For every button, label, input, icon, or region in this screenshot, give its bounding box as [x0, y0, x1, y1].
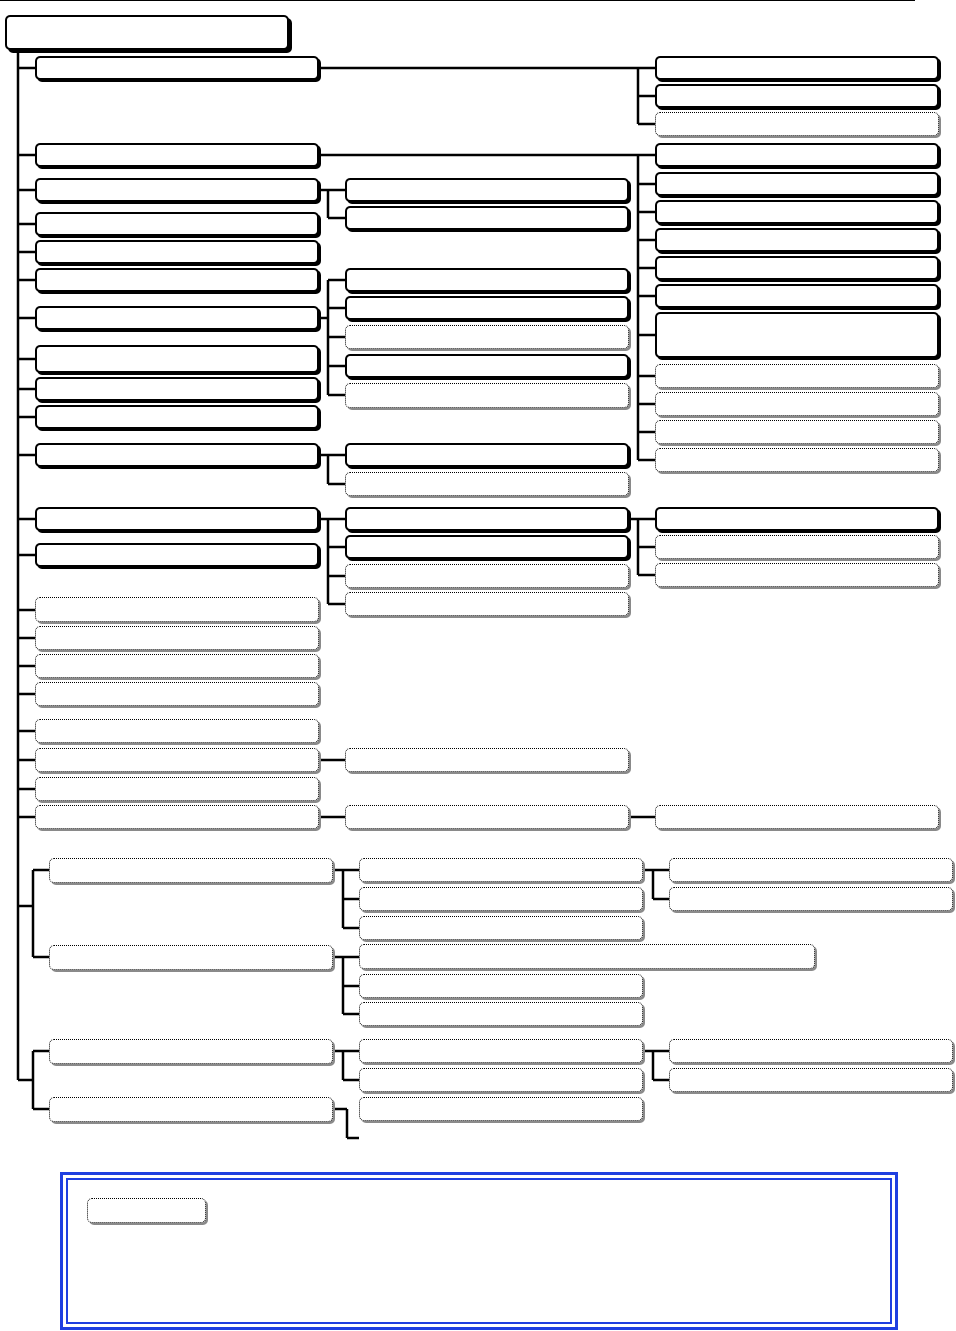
legend-dotted-key [87, 1198, 206, 1223]
level3-node [655, 392, 939, 416]
level2-node [345, 805, 629, 829]
level2-node [345, 443, 629, 467]
level1-node [35, 654, 319, 678]
group-node [49, 1039, 333, 1064]
level1-node [35, 405, 319, 429]
level1-node [35, 626, 319, 650]
level2-node [345, 564, 629, 588]
level3-node [655, 312, 939, 358]
level1-node [35, 543, 319, 567]
level1-node [35, 212, 319, 236]
level3-node [655, 805, 939, 829]
level2-node [345, 325, 629, 349]
level3-node [655, 535, 939, 559]
level3-node [655, 143, 939, 167]
level1-node [35, 682, 319, 706]
level2-node [345, 354, 629, 378]
level1-node [35, 143, 319, 167]
level2-node [345, 206, 629, 230]
level2-node [345, 296, 629, 320]
level2-node [359, 1097, 643, 1121]
level2-node [345, 507, 629, 531]
level2-node [359, 944, 815, 969]
level2-node [359, 974, 643, 998]
level1-node [35, 56, 319, 80]
level1-node [35, 268, 319, 292]
level2-node [345, 268, 629, 292]
level3-node [669, 1039, 953, 1063]
level3-node [655, 112, 939, 136]
level3-node [655, 172, 939, 196]
level3-node [669, 887, 953, 911]
level2-node [359, 1039, 643, 1063]
level1-node [49, 858, 333, 883]
level3-node [655, 284, 939, 308]
level2-node [345, 383, 629, 408]
level3-node [655, 256, 939, 280]
level3-node [655, 563, 939, 587]
level1-node [35, 748, 319, 772]
level2-node [345, 472, 629, 496]
level3-node [655, 200, 939, 224]
group-node [49, 1097, 333, 1122]
level1-node [35, 507, 319, 531]
level3-node [669, 1068, 953, 1092]
level1-node [35, 345, 319, 373]
level1-node [35, 597, 319, 622]
root-node [5, 15, 289, 50]
level2-node [359, 916, 643, 940]
level3-node [655, 56, 939, 80]
level3-node [655, 448, 939, 472]
level2-node [359, 858, 643, 882]
level3-node [655, 507, 939, 531]
level1-node [35, 306, 319, 330]
level1-node [35, 719, 319, 743]
level1-node [35, 805, 319, 829]
level2-node [345, 178, 629, 202]
level2-node [345, 748, 629, 772]
level3-node [669, 858, 953, 882]
level2-node [359, 1002, 643, 1026]
group-node [49, 945, 333, 970]
level2-node [345, 592, 629, 616]
level3-node [655, 84, 939, 108]
level3-node [655, 420, 939, 444]
level1-node [35, 377, 319, 401]
level1-node [35, 178, 319, 202]
level2-node [359, 1068, 643, 1092]
level1-node [35, 240, 319, 264]
level3-node [655, 228, 939, 252]
level1-node [35, 443, 319, 467]
level3-node [655, 364, 939, 388]
level2-node [359, 887, 643, 911]
level2-node [345, 535, 629, 559]
level1-node [35, 777, 319, 801]
